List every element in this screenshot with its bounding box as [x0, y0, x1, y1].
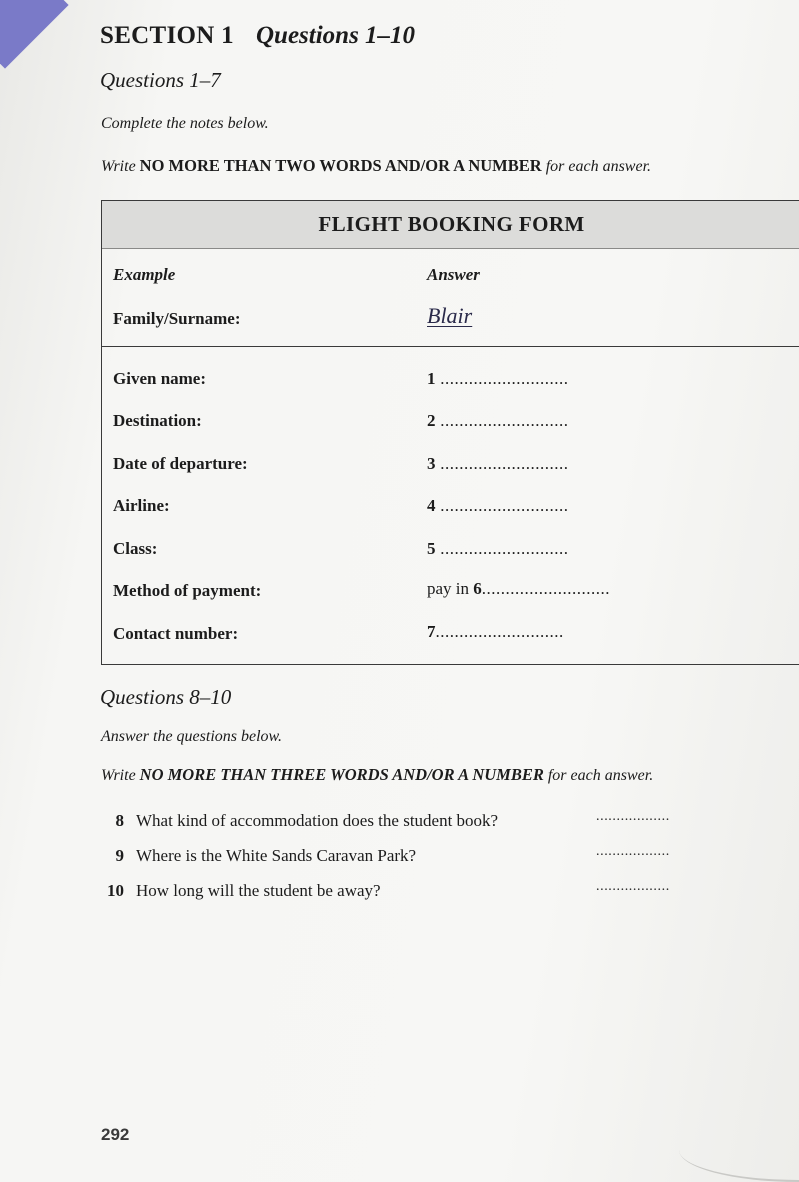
part2-rule-prefix: Write [101, 767, 136, 784]
question-row-8 [100, 811, 710, 835]
answer-number: 3 [427, 454, 436, 473]
answer-field-9[interactable]: .................. [596, 844, 670, 859]
part1-instruction: Complete the notes below. [101, 115, 269, 132]
example-field-value: Blair [427, 303, 473, 328]
part1-rule [101, 156, 651, 176]
example-field-label: Family/Surname: [113, 309, 241, 328]
question-row-10 [100, 881, 710, 905]
answer-number: 7 [427, 622, 436, 641]
answer-field-8[interactable]: .................. [596, 809, 670, 824]
answer-number: 6 [473, 579, 482, 598]
answer-dots: ........................... [435, 369, 569, 388]
form-title: FLIGHT BOOKING FORM [318, 212, 585, 236]
part1-rule-prefix: Write [101, 158, 136, 175]
page-number: 292 [101, 1125, 130, 1144]
question-number: 9 [115, 846, 124, 865]
answer-number: 2 [427, 411, 436, 430]
form-row-label: Destination: [113, 411, 202, 430]
form-row-label: Method of payment: [113, 581, 262, 600]
part2-rule-strong: NO MORE THAN THREE WORDS AND/OR A NUMBER [139, 765, 544, 784]
part1-heading: Questions 1–7 [100, 68, 221, 92]
answer-number: 4 [427, 496, 436, 515]
answer-dots: ........................... [481, 579, 611, 598]
answer-dots: ........................... [435, 496, 569, 515]
part1-rule-suffix: for each answer. [545, 158, 652, 175]
part2-rule-suffix: for each answer. [547, 767, 654, 784]
part2-rule [101, 765, 653, 785]
section-heading [100, 22, 415, 50]
answer-field-7[interactable] [427, 622, 564, 642]
part2-heading: Questions 8–10 [100, 685, 232, 709]
form-row-label: Airline: [113, 496, 170, 515]
form-row-label: Given name: [113, 369, 207, 388]
form-title-bar [102, 201, 799, 249]
answer-field-6[interactable] [427, 579, 610, 599]
form-row-label: Class: [113, 539, 158, 558]
answer-field-1[interactable] [427, 369, 569, 389]
question-text: How long will the student be away? [136, 881, 381, 900]
answer-dots: ........................... [435, 539, 569, 558]
part2-instruction: Answer the questions below. [101, 728, 283, 745]
form-row-label: Date of departure: [113, 454, 248, 473]
form-divider [102, 346, 799, 347]
answer-field-10[interactable]: .................. [596, 879, 670, 894]
answer-field-3[interactable] [427, 454, 569, 474]
question-row-9 [100, 846, 710, 870]
answer-prefix: pay in [427, 579, 474, 598]
example-label: Example [113, 265, 176, 284]
section-questions-range: Questions 1–10 [256, 22, 416, 49]
answer-dots: ........................... [435, 411, 569, 430]
question-number: 10 [107, 881, 124, 900]
section-label: SECTION 1 [100, 22, 234, 49]
answer-dots: ........................... [435, 454, 569, 473]
answer-field-5[interactable] [427, 539, 569, 559]
answer-label: Answer [427, 265, 480, 284]
question-number: 8 [115, 811, 124, 830]
form-row-label: Contact number: [113, 624, 239, 643]
question-text: Where is the White Sands Caravan Park? [136, 846, 417, 865]
flight-booking-form [101, 200, 799, 665]
question-text: What kind of accommodation does the student book? [136, 811, 499, 830]
part1-rule-strong: NO MORE THAN TWO WORDS AND/OR A NUMBER [139, 156, 542, 175]
answer-field-4[interactable] [427, 496, 569, 516]
answer-dots: ........................... [435, 622, 564, 641]
answer-field-2[interactable] [427, 411, 569, 431]
answer-number: 5 [427, 539, 436, 558]
answer-number: 1 [427, 369, 436, 388]
